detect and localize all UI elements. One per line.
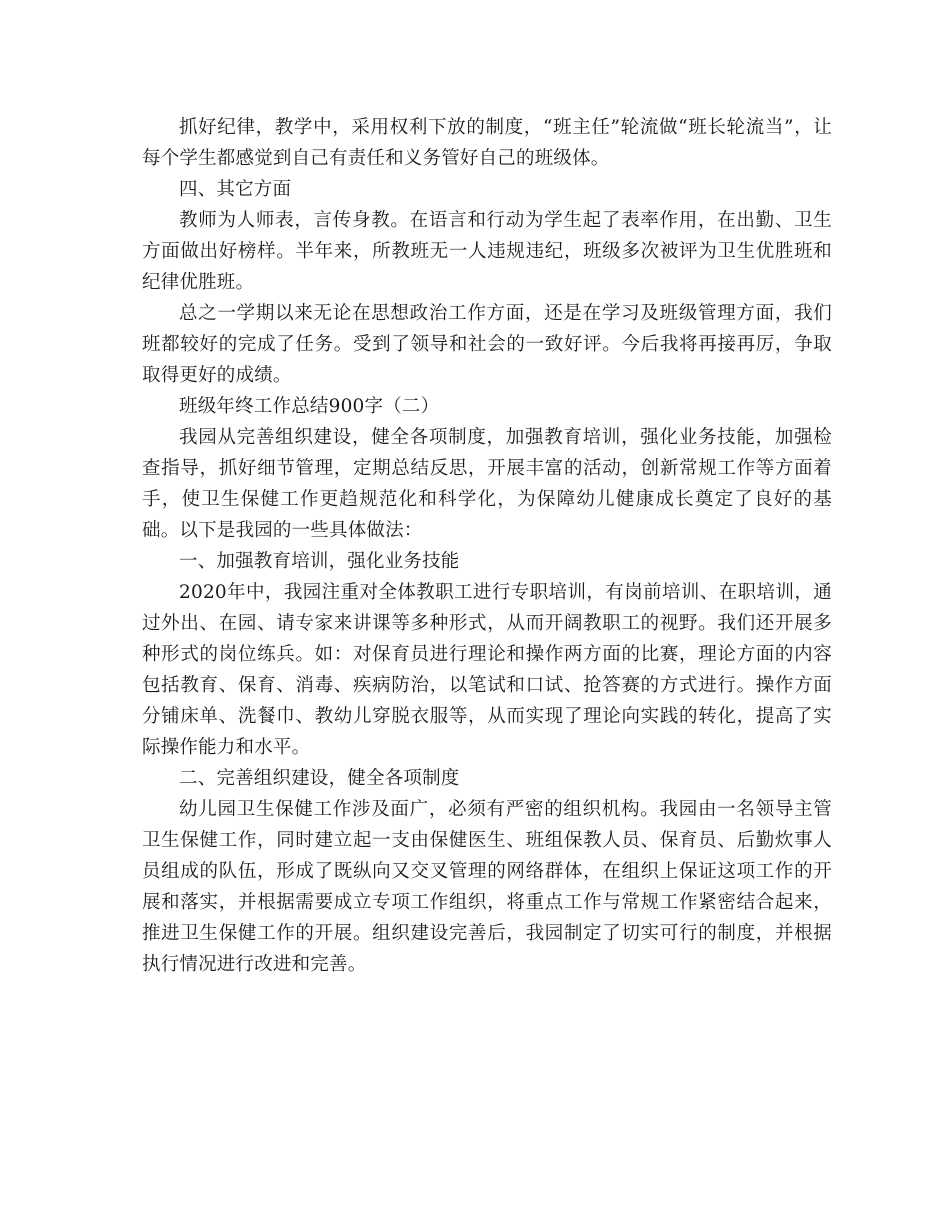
heading-organization: 二、完善组织建设，健全各项制度 [179,768,460,789]
paragraph-training: 2020年中，我园注重对全体教职工进行专职培训，有岗前培训、在职培训，通过外出、在园、请专家来讲课等多种形式，从而开阔教职工的视野。我们还开展多种形式的岗位练兵。如：对保育员进行理论和操作两方面的比赛，理论方面的内容包括教育、保育、消毒、疾病防治，以笔试和口试、抢答赛的方式进行。操作方面分铺床单、洗餐巾、教幼儿穿脱衣服等，从而实现了理论向实践的转化，提高了实际操作能力和水平。 [142,582,832,758]
paragraph-organization: 幼儿园卫生保健工作涉及面广，必须有严密的组织机构。我园由一名领导主管卫生保健工作，同时建立起一支由保健医生、班组保教人员、保育员、后勤炊事人员组成的队伍，形成了既纵向又交叉管理的网络群体，在组织上保证这项工作的开展和落实，并根据需要成立专项工作组织，将重点工作与常规工作紧密结合起来，推进卫生保健工作的开展。组织建设完善后，我园制定了切实可行的制度，并根据执行情况进行改进和完善。 [142,799,832,975]
paragraph-discipline: 抓好纪律，教学中，采用权利下放的制度，“班主任”轮流做“班长轮流当”，让每个学生都感觉到自己有责任和义务管好自己的班级体。 [142,117,832,169]
paragraph-conclusion: 总之一学期以来无论在思想政治工作方面，还是在学习及班级管理方面，我们班都较好的完成了任务。受到了领导和社会的一致好评。今后我将再接再厉，争取取得更好的成绩。 [142,303,832,386]
paragraph-kindergarten-intro: 我园从完善组织建设，健全各项制度，加强教育培训，强化业务技能，加强检查指导，抓好细节管理，定期总结反思，开展丰富的活动，创新常规工作等方面着手，使卫生保健工作更趋规范化和科学化，为保障幼儿健康成长奠定了良好的基础。以下是我园的一些具体做法： [142,427,832,541]
section-title-summary-two: 班级年终工作总结900字（二） [179,396,440,417]
paragraph-teacher-model: 教师为人师表，言传身教。在语言和行动为学生起了表率作用，在出勤、卫生方面做出好榜样。半年来，所教班无一人违规违纪，班级多次被评为卫生优胜班和纪律优胜班。 [142,210,832,293]
heading-other-aspects: 四、其它方面 [179,179,292,200]
heading-training: 一、加强教育培训，强化业务技能 [179,551,460,572]
